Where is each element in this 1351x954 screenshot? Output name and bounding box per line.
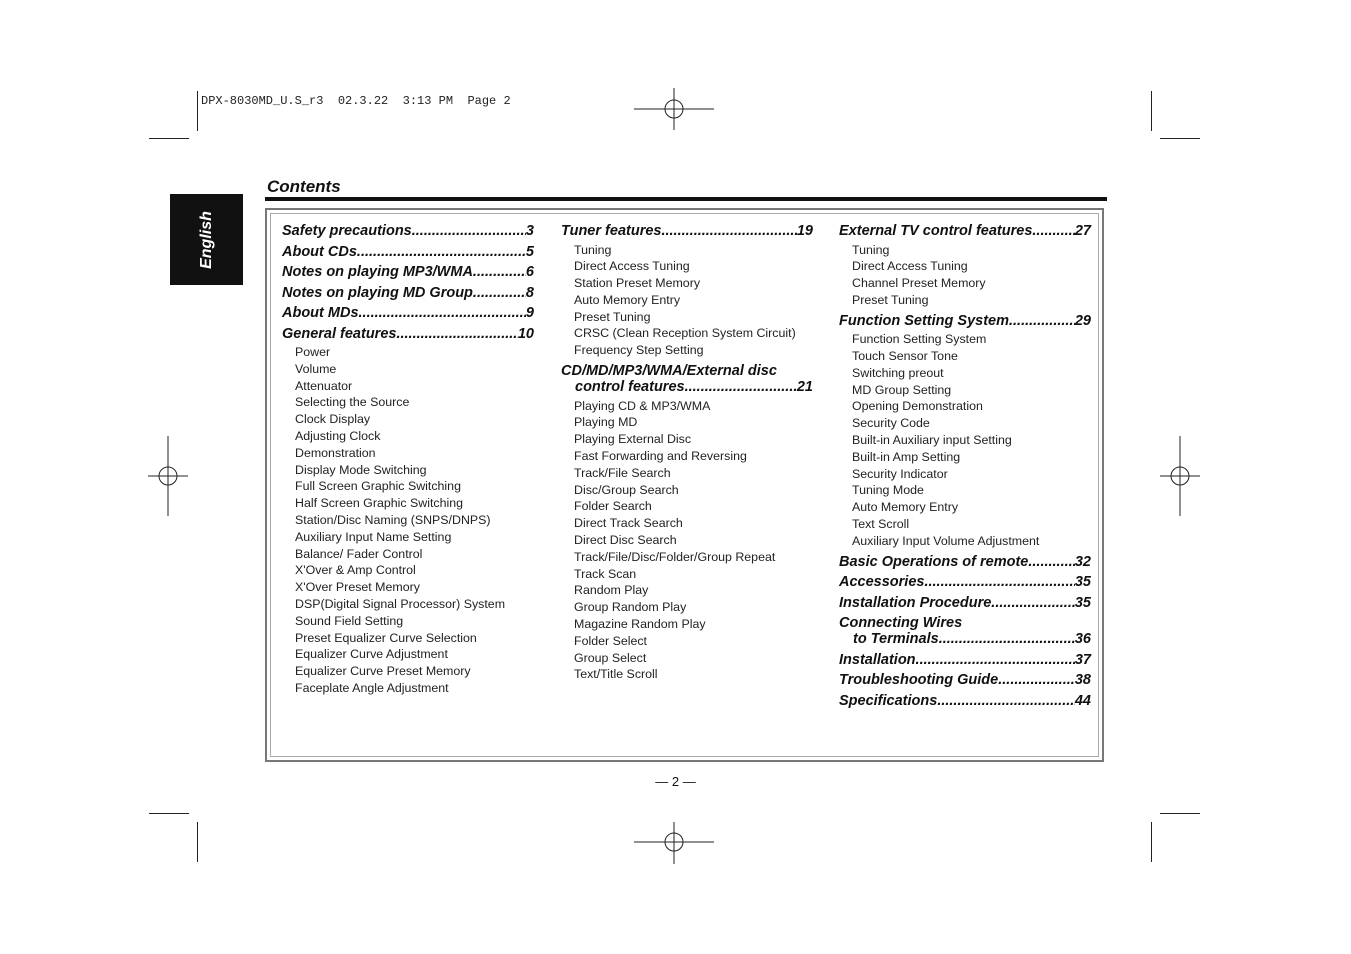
dot-leader — [1032, 223, 1074, 239]
toc-page-number: 21 — [796, 379, 813, 396]
dot-leader — [685, 379, 797, 395]
toc-section-title: Basic Operations of remote — [839, 553, 1029, 570]
toc-page-number: 36 — [1074, 631, 1091, 648]
toc-subitem: Auxiliary Input Volume Adjustment — [852, 533, 1040, 548]
toc-page-number: 38 — [1074, 672, 1091, 689]
toc-section-title: CD/MD/MP3/WMA/External disc — [561, 363, 777, 380]
toc-subitem: Touch Sensor Tone — [852, 348, 958, 363]
toc-subitem: Function Setting System — [852, 332, 987, 347]
toc-subitem: Station/Disc Naming (SNPS/DNPS) — [295, 512, 491, 527]
toc-subitem: Playing CD & MP3/WMA — [574, 398, 711, 413]
toc-subitems — [839, 331, 1091, 549]
toc-subitems — [282, 344, 534, 697]
toc-subitem: Direct Disc Search — [574, 532, 677, 547]
toc-subitem: Channel Preset Memory — [852, 276, 986, 291]
toc-page-number: 27 — [1074, 223, 1091, 239]
toc-subitems — [839, 242, 1091, 309]
toc-section — [561, 363, 813, 395]
toc-section — [282, 326, 534, 342]
page-title: Contents — [267, 177, 341, 196]
toc-page-number: 8 — [525, 284, 534, 301]
toc-subitem: Selecting the Source — [295, 395, 410, 410]
toc-section-title: Function Setting System — [839, 312, 1009, 329]
toc-subitem: Tuning Mode — [852, 483, 924, 498]
toc-subitem: Playing MD — [574, 415, 638, 430]
toc-page-number: 35 — [1074, 574, 1091, 591]
toc-subitem: Track/File/Disc/Folder/Group Repeat — [574, 549, 776, 564]
toc-subitem: Clock Display — [295, 412, 371, 427]
registration-mark-top — [634, 88, 714, 130]
toc-subitem: Power — [295, 345, 331, 359]
toc-subitem: Balance/ Fader Control — [295, 546, 423, 561]
toc-subitem: Adjusting Clock — [295, 428, 381, 443]
dot-leader — [1028, 554, 1075, 570]
dot-leader — [396, 326, 517, 342]
toc-subitem: Auto Memory Entry — [852, 500, 959, 515]
toc-subitem: Group Select — [574, 650, 647, 665]
toc-subitem: Auto Memory Entry — [574, 292, 681, 307]
toc-subitem: Display Mode Switching — [295, 462, 427, 477]
toc-section — [561, 223, 813, 239]
toc-subitem: X'Over Preset Memory — [295, 580, 420, 595]
toc-subitem: Faceplate Angle Adjustment — [295, 680, 449, 695]
dot-leader — [359, 305, 526, 321]
toc-column-2 — [561, 223, 813, 687]
toc-subitem: Track Scan — [574, 566, 637, 581]
toc-subitem: Built-in Auxiliary input Setting — [852, 432, 1012, 447]
dot-leader — [473, 285, 526, 301]
toc-subitem: Folder Select — [574, 633, 648, 648]
toc-section — [839, 313, 1091, 329]
dot-leader — [939, 631, 1075, 647]
toc-subitem: Security Code — [852, 416, 930, 431]
dot-leader — [357, 244, 526, 260]
toc-subitem: Tuning — [852, 242, 890, 257]
language-tab — [170, 194, 243, 285]
toc-section-title: Specifications — [839, 692, 938, 709]
toc-section-title: Connecting Wires — [839, 615, 963, 632]
toc-subitems — [561, 398, 813, 684]
toc-page-number: 32 — [1074, 553, 1091, 570]
toc-subitem: Frequency Step Setting — [574, 343, 704, 358]
dot-leader — [991, 595, 1075, 611]
toc-subitem: Equalizer Curve Adjustment — [295, 647, 448, 662]
toc-subitem: Demonstration — [295, 445, 376, 460]
toc-section — [839, 574, 1091, 590]
toc-subitem: Direct Access Tuning — [574, 259, 690, 274]
toc-section-title: General features — [282, 325, 397, 342]
dot-leader — [916, 652, 1075, 668]
toc-subitem: Built-in Amp Setting — [852, 449, 961, 464]
toc-subitem: Group Random Play — [574, 600, 687, 615]
toc-section-title: Installation — [839, 651, 916, 668]
dot-leader — [1009, 313, 1075, 329]
toc-subitem: Text Scroll — [852, 516, 910, 531]
page-number: — 2 — — [655, 774, 696, 789]
language-label: English — [197, 210, 215, 269]
toc-section-title-line2 — [839, 631, 1091, 647]
toc-section — [839, 693, 1091, 709]
toc-subitem: Preset Equalizer Curve Selection — [295, 630, 477, 645]
toc-page-number: 37 — [1074, 651, 1091, 668]
toc-section-title: Safety precautions — [282, 223, 412, 239]
toc-subitem: Station Preset Memory — [574, 276, 701, 291]
toc-section — [839, 554, 1091, 570]
toc-page-number: 5 — [525, 243, 534, 260]
toc-page-number: 10 — [517, 325, 534, 342]
toc-section — [282, 264, 534, 280]
toc-section — [282, 285, 534, 301]
toc-subitem: X'Over & Amp Control — [295, 563, 416, 578]
toc-subitem: Folder Search — [574, 499, 652, 514]
toc-section — [839, 615, 1091, 647]
dot-leader — [473, 264, 526, 280]
toc-section — [282, 244, 534, 260]
toc-subitem: MD Group Setting — [852, 382, 952, 397]
registration-mark-left — [148, 436, 188, 516]
toc-subitem: Random Play — [574, 583, 649, 598]
toc-subitem: Volume — [295, 361, 337, 376]
print-header: DPX-8030MD_U.S_r3 02.3.22 3:13 PM Page 2 — [201, 94, 511, 108]
toc-subitem: Auxiliary Input Name Setting — [295, 529, 452, 544]
toc-subitem: Equalizer Curve Preset Memory — [295, 664, 471, 679]
toc-subitem: Direct Access Tuning — [852, 259, 968, 274]
toc-section-title: About CDs — [282, 243, 357, 260]
toc-subitem: Magazine Random Play — [574, 616, 706, 631]
dot-leader — [412, 223, 526, 239]
toc-subitem: Full Screen Graphic Switching — [295, 479, 461, 494]
dot-leader — [998, 672, 1075, 688]
dot-leader — [661, 223, 796, 239]
toc-section — [839, 672, 1091, 688]
toc-subitem: Preset Tuning — [852, 292, 929, 307]
toc-section — [282, 305, 534, 321]
toc-subitem: CRSC (Clean Reception System Circuit) — [574, 326, 796, 341]
toc-page-number: 9 — [525, 305, 534, 321]
toc-page-number: 44 — [1074, 692, 1091, 709]
toc-section-title: Troubleshooting Guide — [839, 672, 999, 689]
toc-subitem: Switching preout — [852, 365, 944, 380]
toc-section — [282, 223, 534, 239]
toc-subitems — [561, 242, 813, 360]
toc-subitem: Disc/Group Search — [574, 482, 679, 497]
toc-section — [839, 223, 1091, 239]
toc-section-title: Notes on playing MP3/WMA — [282, 264, 473, 280]
toc-section-title: About MDs — [282, 305, 359, 321]
toc-subitem: Preset Tuning — [574, 309, 651, 324]
toc-page-number: 29 — [1074, 312, 1091, 329]
toc-subitem: Fast Forwarding and Reversing — [574, 448, 747, 463]
toc-subitem: Tuning — [574, 242, 612, 257]
toc-subitem: Sound Field Setting — [295, 613, 404, 628]
toc-subitem: Security Indicator — [852, 466, 948, 481]
registration-mark-bottom — [634, 822, 714, 864]
toc-subitem: Direct Track Search — [574, 516, 683, 531]
toc-subitem: Text/Title Scroll — [574, 667, 658, 682]
dot-leader — [924, 574, 1074, 590]
dot-leader — [937, 693, 1075, 709]
toc-section-title: Accessories — [839, 574, 925, 591]
toc-section-title: Notes on playing MD Group — [282, 284, 473, 301]
toc-section — [839, 652, 1091, 668]
toc-section-title: External TV control features — [839, 223, 1033, 239]
toc-page-number: 35 — [1074, 594, 1091, 611]
registration-mark-right — [1160, 436, 1200, 516]
toc-subitem: Half Screen Graphic Switching — [295, 496, 464, 511]
toc-subitem: Playing External Disc — [574, 432, 692, 447]
toc-subitem: DSP(Digital Signal Processor) System — [295, 596, 506, 611]
toc-column-3 — [839, 223, 1091, 713]
toc-page-number: 6 — [525, 264, 534, 280]
toc-section-title-line2 — [561, 379, 813, 395]
toc-subitem: Track/File Search — [574, 465, 671, 480]
toc-section-title: Installation Procedure — [839, 594, 992, 611]
toc-section — [839, 595, 1091, 611]
toc-subitem: Attenuator — [295, 378, 353, 393]
toc-section-title-cont: to Terminals — [853, 631, 939, 648]
toc-section-title-cont: control features — [575, 379, 685, 396]
title-rule — [265, 197, 1107, 201]
toc-column-1 — [282, 223, 534, 701]
toc-page-number: 3 — [525, 223, 534, 239]
toc-section-title: Tuner features — [561, 223, 662, 239]
toc-page-number: 19 — [796, 223, 813, 239]
toc-subitem: Opening Demonstration — [852, 399, 983, 414]
